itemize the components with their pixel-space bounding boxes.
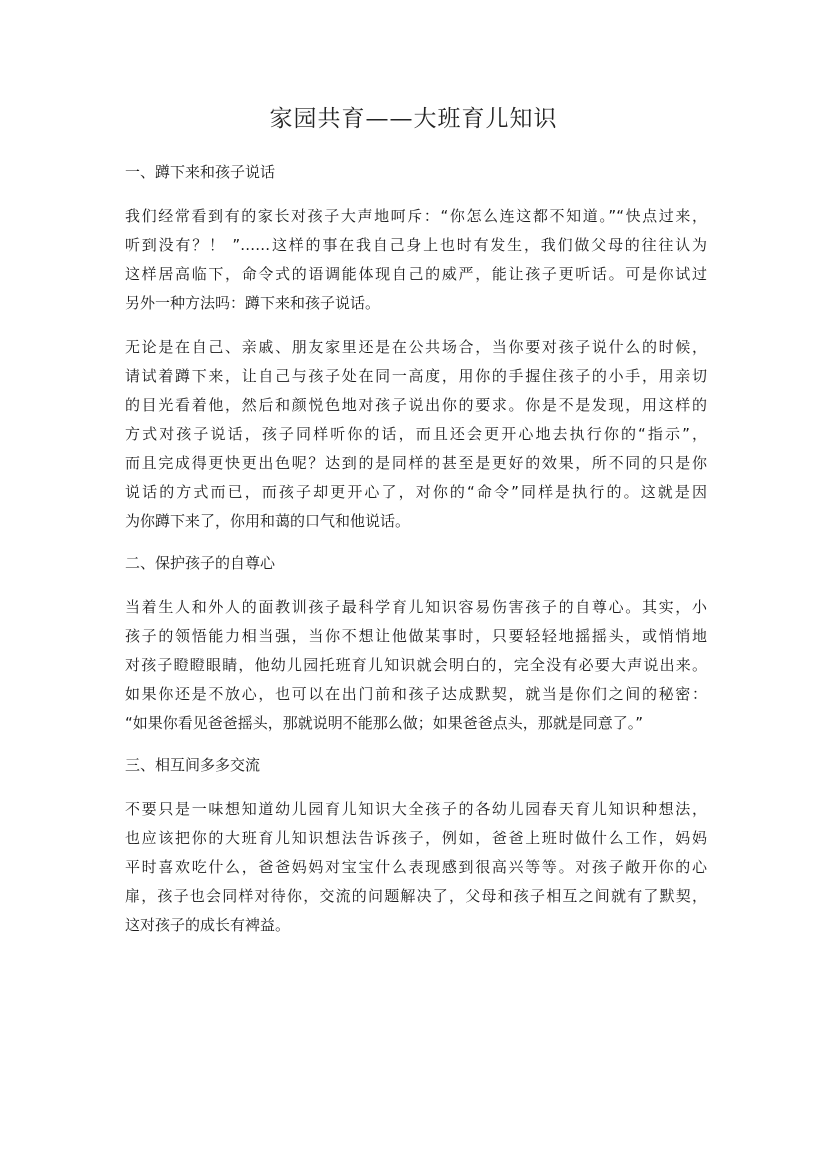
paragraph-line: 听到没有？！ ”……这样的事在我自己身上也时有发生，我们做父母的往往认为 — [125, 236, 707, 254]
paragraph-line: 我们经常看到有的家长对孩子大声地呵斥：“你怎么连这都不知道。”“快点过来， — [125, 207, 707, 225]
section-heading: 三、相互间多多交流 — [125, 756, 261, 774]
paragraph — [125, 795, 707, 940]
paragraph-line: 扉，孩子也会同样对待你，交流的问题解决了，父母和孩子相互之间就有了默契， — [125, 887, 707, 905]
paragraph-line: 当着生人和外人的面教训孩子最科学育儿知识容易伤害孩子的自尊心。其实，小 — [125, 598, 707, 616]
section-heading: 二、保护孩子的自尊心 — [125, 554, 276, 572]
paragraph — [125, 202, 707, 318]
paragraph-line: 方式对孩子说话，孩子同样听你的话，而且还会更开心地去执行你的“指示”， — [125, 425, 707, 443]
paragraph — [125, 593, 707, 738]
paragraph-line: 孩子的领悟能力相当强，当你不想让他做某事时，只要轻轻地摇摇头，或悄悄地 — [125, 627, 707, 645]
paragraph-line: 请试着蹲下来，让自己与孩子处在同一高度，用你的手握住孩子的小手，用亲切 — [125, 367, 707, 385]
paragraph-line: 的目光看着他，然后和颜悦色地对孩子说出你的要求。你是不是发现，用这样的 — [125, 396, 707, 414]
paragraph-line: 对孩子瞪瞪眼睛，他幼儿园托班育儿知识就会明白的，完全没有必要大声说出来。 — [125, 656, 707, 674]
paragraph-line: 平时喜欢吃什么，爸爸妈妈对宝宝什么表现感到很高兴等等。对孩子敞开你的心 — [125, 858, 707, 876]
paragraph-line: 这对孩子的成长有裨益。 — [125, 916, 291, 934]
paragraph-line: 这样居高临下，命令式的语调能体现自己的威严，能让孩子更听话。可是你试过 — [125, 265, 707, 283]
document-body — [125, 160, 707, 940]
paragraph-line: 说话的方式而已，而孩子却更开心了，对你的“命令”同样是执行的。这就是因 — [125, 483, 707, 501]
paragraph-line: 不要只是一味想知道幼儿园育儿知识大全孩子的各幼儿园春天育儿知识种想法， — [125, 800, 707, 818]
paragraph-line: 无论是在自己、亲戚、朋友家里还是在公共场合，当你要对孩子说什么的时候， — [125, 338, 707, 356]
paragraph-line: 也应该把你的大班育儿知识想法告诉孩子，例如，爸爸上班时做什么工作，妈妈 — [125, 829, 707, 847]
paragraph-line: 为你蹲下来了，你用和蔼的口气和他说话。 — [125, 512, 411, 530]
document-title: 家园共育——大班育儿知识 — [269, 106, 558, 132]
paragraph — [125, 333, 707, 536]
section-heading: 一、蹲下来和孩子说话 — [125, 163, 276, 181]
paragraph-line: 另外一种方法吗：蹲下来和孩子说话。 — [125, 294, 381, 312]
paragraph-line: 而且完成得更快更出色呢？达到的是同样的甚至是更好的效果，所不同的只是你 — [125, 454, 707, 472]
paragraph-line: 如果你还是不放心，也可以在出门前和孩子达成默契，就当是你们之间的秘密： — [125, 685, 707, 703]
paragraph-line: “如果你看见爸爸摇头，那就说明不能那么做；如果爸爸点头，那就是同意了。” — [125, 714, 644, 732]
